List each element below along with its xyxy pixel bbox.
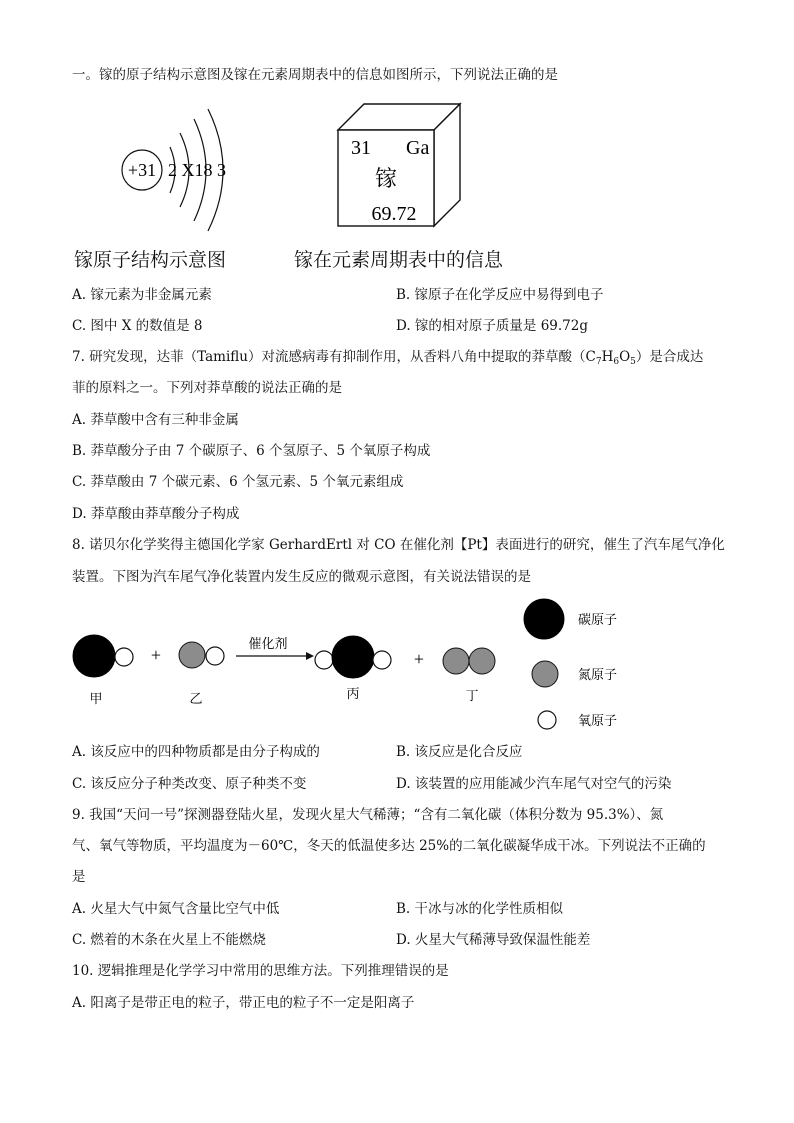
q7-stem-line2: 菲的原料之一。下列对莽草酸的说法正确的是: [72, 380, 342, 396]
atomic-number: 31: [351, 137, 371, 159]
legend-oxygen-icon: [538, 711, 556, 729]
jia-oxygen-atom: [115, 648, 133, 666]
caption-periodic-info: 镓在元素周期表中的信息: [294, 249, 504, 271]
yi-nitrogen-atom: [179, 642, 205, 668]
formula-o-count: 5: [630, 357, 636, 367]
q9-option-c[interactable]: C. 燃着的木条在火星上不能燃烧: [72, 932, 266, 948]
q9-stem-line2: 气、氧气等物质，平均温度为－60℃，冬天的低温使多达 25%的二氧化碳凝华成干冰。下列说法不正确的: [72, 838, 706, 854]
periodic-table-cell: [334, 100, 464, 230]
bing-oxygen-atom-right: [373, 651, 391, 669]
electron-counts: 2 X18 3: [168, 160, 226, 180]
q7-stem-line1: [72, 348, 703, 366]
plus-sign-1: +: [150, 645, 162, 665]
q9-stem-line1: 9. 我国“天问一号”探测器登陆火星，发现火星大气稀薄；“含有二氧化碳（体积分数为 95.3%）、氮: [72, 807, 664, 823]
legend-nitrogen-label: 氮原子: [578, 667, 618, 682]
reaction-diagram: [60, 590, 740, 740]
q6-option-a[interactable]: A. 镓元素为非金属元素: [72, 287, 212, 303]
legend-carbon-label: 碳原子: [578, 612, 618, 627]
yi-oxygen-atom: [206, 647, 224, 665]
plus-sign-2: +: [413, 649, 425, 669]
q7-option-a[interactable]: A. 莽草酸中含有三种非金属: [72, 412, 239, 428]
nucleus-charge: +31: [127, 160, 157, 180]
q7-option-d[interactable]: D. 莽草酸由莽草酸分子构成: [72, 506, 240, 522]
formula-h: H: [601, 349, 614, 365]
q9-option-a[interactable]: A. 火星大气中氮气含量比空气中低: [72, 901, 280, 917]
atomic-mass: 69.72: [371, 203, 417, 225]
bing-carbon-atom: [332, 636, 374, 678]
formula-c-count: 7: [595, 357, 602, 367]
q9-option-b[interactable]: B. 干冰与冰的化学性质相似: [396, 901, 564, 917]
q8-option-b[interactable]: B. 该反应是化合反应: [396, 744, 523, 760]
bing-oxygen-atom-left: [315, 651, 333, 669]
q10-option-a[interactable]: A. 阳离子是带正电的粒子，带正电的粒子不一定是阳离子: [72, 995, 415, 1011]
ding-nitrogen-atom-2: [469, 648, 495, 674]
q8-stem-line2: 装置。下图为汽车尾气净化装置内发生反应的微观示意图，有关说法错误的是: [72, 569, 531, 585]
label-bing: 丙: [346, 686, 360, 701]
q6-option-d[interactable]: D. 镓的相对原子质量是 69.72g: [396, 318, 589, 334]
ding-nitrogen-atom-1: [443, 648, 469, 674]
jia-carbon-atom: [73, 635, 115, 677]
legend-carbon-icon: [524, 599, 564, 639]
formula-o: O: [619, 349, 631, 365]
element-name: 镓: [374, 166, 398, 191]
q8-option-c[interactable]: C. 该反应分子种类改变、原子种类不变: [72, 776, 307, 792]
label-ding: 丁: [465, 688, 479, 703]
q9-option-d[interactable]: D. 火星大气稀薄导致保温性能差: [396, 932, 591, 948]
q8-option-a[interactable]: A. 该反应中的四种物质都是由分子构成的: [72, 744, 320, 760]
formula-h-count: 6: [613, 357, 620, 367]
label-jia: 甲: [89, 691, 103, 706]
q6-option-c[interactable]: C. 图中 X 的数值是 8: [72, 318, 203, 334]
q7-stem-pre: 7. 研究发现，达菲（Tamiflu）对流感病毒有抑制作用，从香料八角中提取的莽草酸（C: [72, 349, 596, 365]
q8-option-d[interactable]: D. 该装置的应用能减少汽车尾气对空气的污染: [396, 776, 672, 792]
q7-option-b[interactable]: B. 莽草酸分子由 7 个碳原子、6 个氢原子、5 个氧原子构成: [72, 443, 431, 459]
q6-stem: 一。镓的原子结构示意图及镓在元素周期表中的信息如图所示，下列说法正确的是: [72, 67, 558, 83]
catalyst-label: 催化剂: [248, 636, 288, 651]
q8-stem-line1: 8. 诺贝尔化学奖得主德国化学家 GerhardErtl 对 CO 在催化剂【Pt】表面进行的研究，催生了汽车尾气净化: [72, 537, 725, 553]
element-symbol: Ga: [406, 137, 430, 159]
caption-atom-structure: 镓原子结构示意图: [74, 249, 227, 271]
label-yi: 乙: [189, 691, 203, 706]
atom-structure-diagram: [110, 105, 250, 235]
legend-nitrogen-icon: [532, 661, 558, 687]
q6-option-b[interactable]: B. 镓原子在化学反应中易得到电子: [396, 287, 604, 303]
q10-stem: 10. 逻辑推理是化学学习中常用的思维方法。下列推理错误的是: [72, 963, 449, 979]
reaction-arrowhead: [306, 652, 314, 660]
q9-stem-line3: 是: [72, 869, 86, 885]
q7-option-c[interactable]: C. 莽草酸由 7 个碳元素、6 个氢元素、5 个氧元素组成: [72, 474, 404, 490]
q7-stem-post: ）是合成达: [635, 349, 704, 365]
legend-oxygen-label: 氧原子: [578, 713, 618, 728]
